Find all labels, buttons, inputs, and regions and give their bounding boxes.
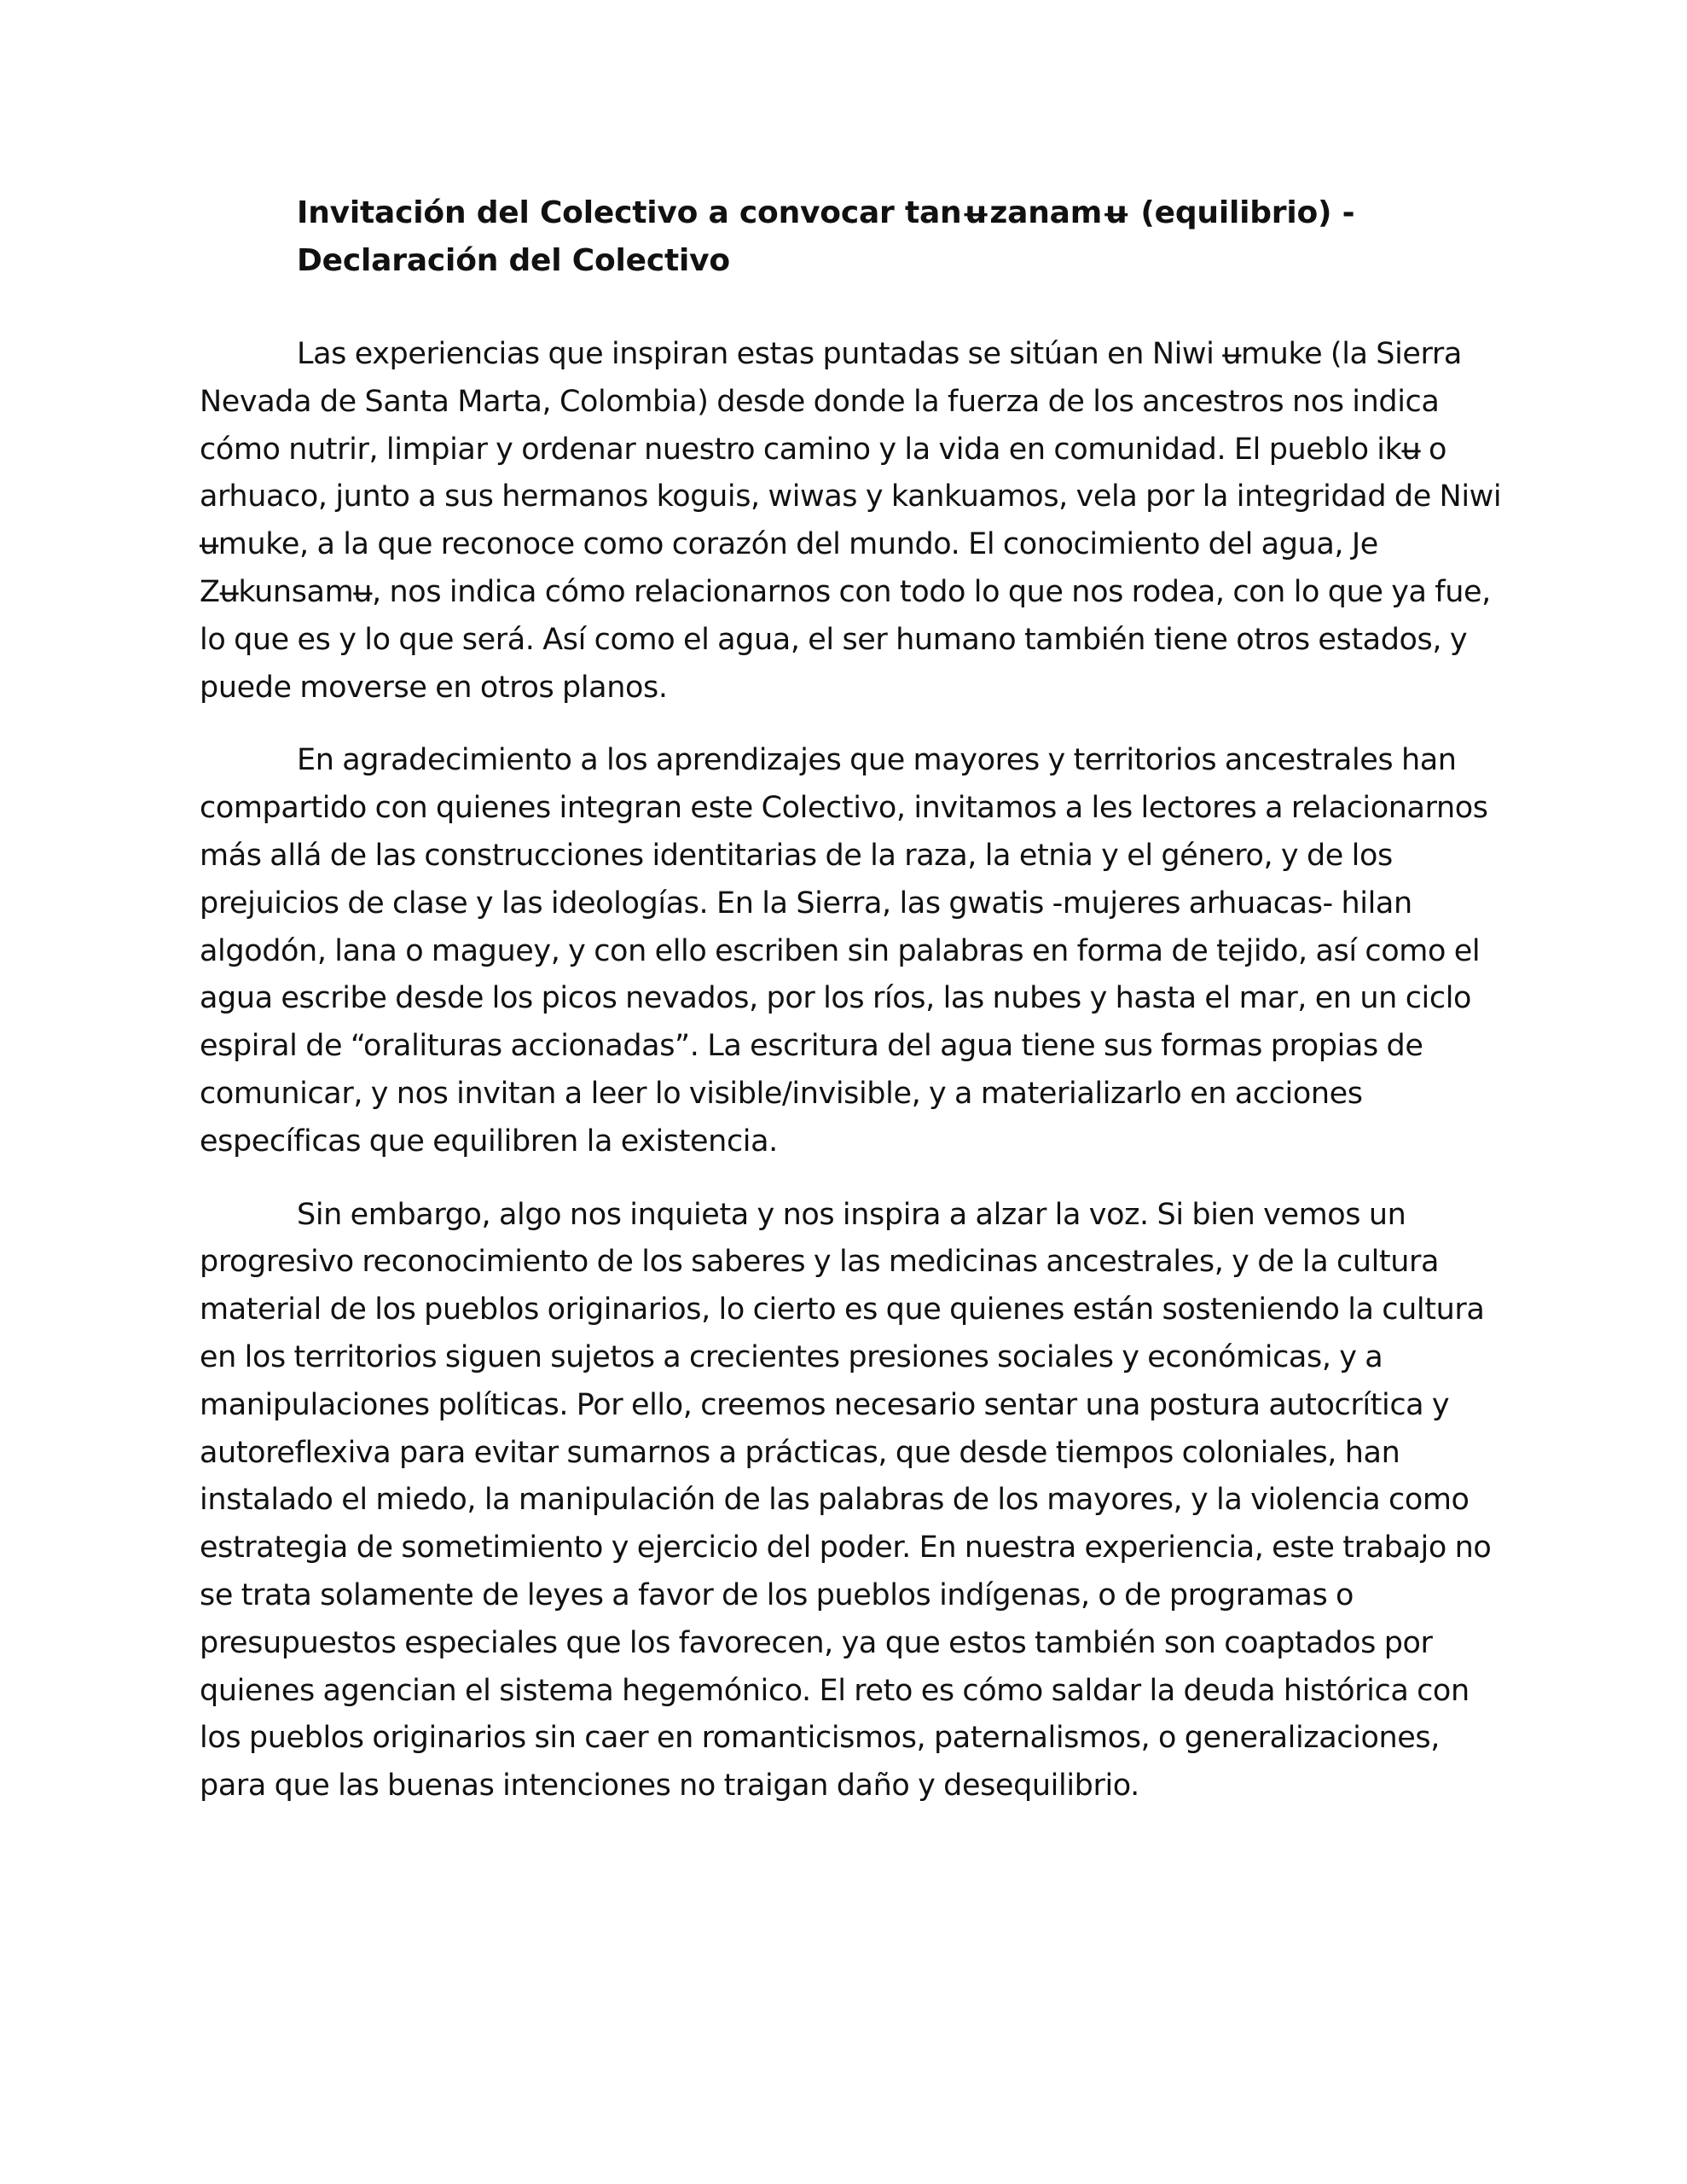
document-title	[297, 189, 1504, 285]
title-line-2: Declaración del Colectivo	[297, 243, 730, 278]
title-line-1: Invitación del Colectivo a convocar tanʉzanamʉ (equilibrio) -	[297, 195, 1355, 230]
document-body	[200, 189, 1504, 1810]
paragraph-3: Sin embargo, algo nos inquieta y nos inspira a alzar la voz. Si bien vemos un progresivo reconocimiento de los saberes y las medicinas ancestrales, y de la cultura material de los pueblos originarios, lo cierto es que quienes están sosteniendo la cultura en los territorios siguen sujetos a crecientes presiones sociales y económicas, y a manipulaciones políticas. Por ello, creemos necesario sentar una postura autocrítica y autoreflexiva para evitar sumarnos a prácticas, que desde tiempos coloniales, han instalado el miedo, la manipulación de las palabras de los mayores, y la violencia como estrategia de sometimiento y ejercicio del poder. En nuestra experiencia, este trabajo no se trata solamente de leyes a favor de los pueblos indígenas, o de programas o presupuestos especiales que los favorecen, ya que estos también son coaptados por quienes agencian el sistema hegemónico. El reto es cómo saldar la deuda histórica con los pueblos originarios sin caer en romanticismos, paternalismos, o generalizaciones, para que las buenas intenciones no traigan daño y desequilibrio.	[200, 1197, 1492, 1804]
paragraph-2: En agradecimiento a los aprendizajes que mayores y territorios ancestrales han compartido con quienes integran este Colectivo, invitamos a les lectores a relacionarnos más allá de las construcciones identitarias de la raza, la etnia y el género, y de los prejuicios de clase y las ideologías. En la Sierra, las gwatis -mujeres arhuacas- hilan algodón, lana o maguey, y con ello escriben sin palabras en forma de tejido, así como el agua escribe desde los picos nevados, por los ríos, las nubes y hasta el mar, en un ciclo espiral de “oralituras accionadas”. La escritura del agua tiene sus formas propias de comunicar, y nos invitan a leer lo visible/invisible, y a materializarlo en acciones específicas que equilibren la existencia.	[200, 743, 1488, 1159]
paragraph-1: Las experiencias que inspiran estas puntadas se sitúan en Niwi ʉmuke (la Sierra Nevada de Santa Marta, Colombia) desde donde la fuerza de los ancestros nos indica cómo nutrir, limpiar y ordenar nuestro camino y la vida en comunidad. El pueblo ikʉ o arhuaco, junto a sus hermanos koguis, wiwas y kankuamos, vela por la integridad de Niwi ʉmuke, a la que reconoce como corazón del mundo. El conocimiento del agua, Je Zʉkunsamʉ, nos indica cómo relacionarnos con todo lo que nos rodea, con lo que ya fue, lo que es y lo que será. Así como el agua, el ser humano también tiene otros estados, y puede moverse en otros planos.	[200, 337, 1502, 705]
